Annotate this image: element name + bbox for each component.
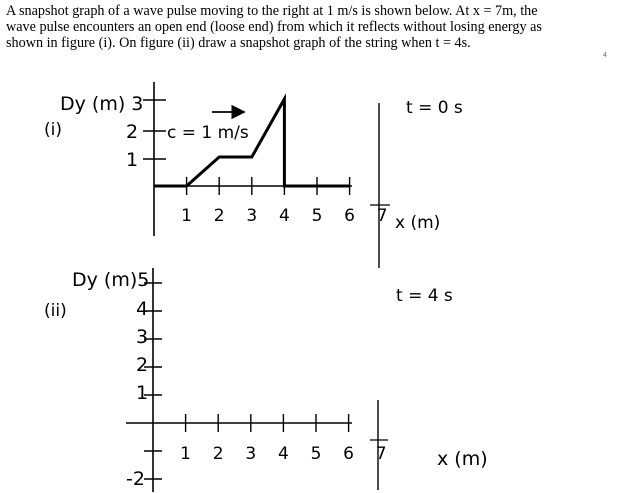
figure-i-x-tick-label-6: 6 [344,206,356,226]
figure-i-y-tick-label-1: 1 [126,149,139,171]
figure-i-x-tick-label-3: 3 [246,206,258,226]
figure-i-x-tick-label-7: 7 [376,206,388,226]
figure-ii-y-tick-label-minus-2: -2 [126,468,145,490]
figure-i-x-tick-label-1: 1 [181,206,193,226]
figure-i-y-axis-label: Dy (m) 3 [60,93,144,115]
problem-line-3: shown in figure (i). On figure (ii) draw a snapshot graph of the string when t = 4s. [6,35,471,51]
figure-ii-x-axis-label: x (m) [437,448,488,470]
figure-ii-y-tick-label-1: 1 [136,382,149,404]
figure-ii-y-tick-label-2: 2 [136,354,149,376]
problem-line-2: wave pulse encounters an open end (loose end) from which it reflects without losing energy as [6,19,542,35]
figure-ii-x-tick-label-2: 2 [212,444,224,464]
figure-ii-x-tick-label-6: 6 [343,444,355,464]
corner-marker: 4 [603,52,607,59]
figure-ii [44,268,488,492]
figure-ii-time-label: t = 4 s [396,286,453,306]
figure-ii-y-tick-label-4: 4 [136,298,149,320]
figure-i-time-label: t = 0 s [406,98,463,118]
figure-i-x-tick-label-5: 5 [311,206,323,226]
figure-ii-y-tick-label-3: 3 [136,326,149,348]
figure-i [44,82,463,268]
figure-ii-label: (ii) [44,301,67,321]
figure-ii-x-tick-label-3: 3 [245,444,257,464]
figure-ii-x-tick-labels [180,444,386,464]
figure-ii-x-tick-label-7: 7 [375,444,387,464]
figure-i-velocity-label: c = 1 m/s [167,123,249,143]
figure-ii-x-tick-label-4: 4 [277,444,289,464]
figure-i-label: (i) [44,120,62,140]
problem-line-1: A snapshot graph of a wave pulse moving to the right at 1 m/s is shown below. At x = 7m, the [6,3,538,19]
figure-i-y-tick-label-2: 2 [126,121,139,143]
figure-i-x-axis-label: x (m) [395,213,441,233]
figure-i-x-tick-labels [181,206,387,226]
figure-ii-x-tick-label-1: 1 [180,444,192,464]
figure-ii-x-tick-label-5: 5 [310,444,322,464]
figure-ii-y-axis-label: Dy (m)5 [72,269,150,291]
figure-i-x-tick-label-4: 4 [278,206,290,226]
figure-i-x-tick-label-2: 2 [213,206,225,226]
